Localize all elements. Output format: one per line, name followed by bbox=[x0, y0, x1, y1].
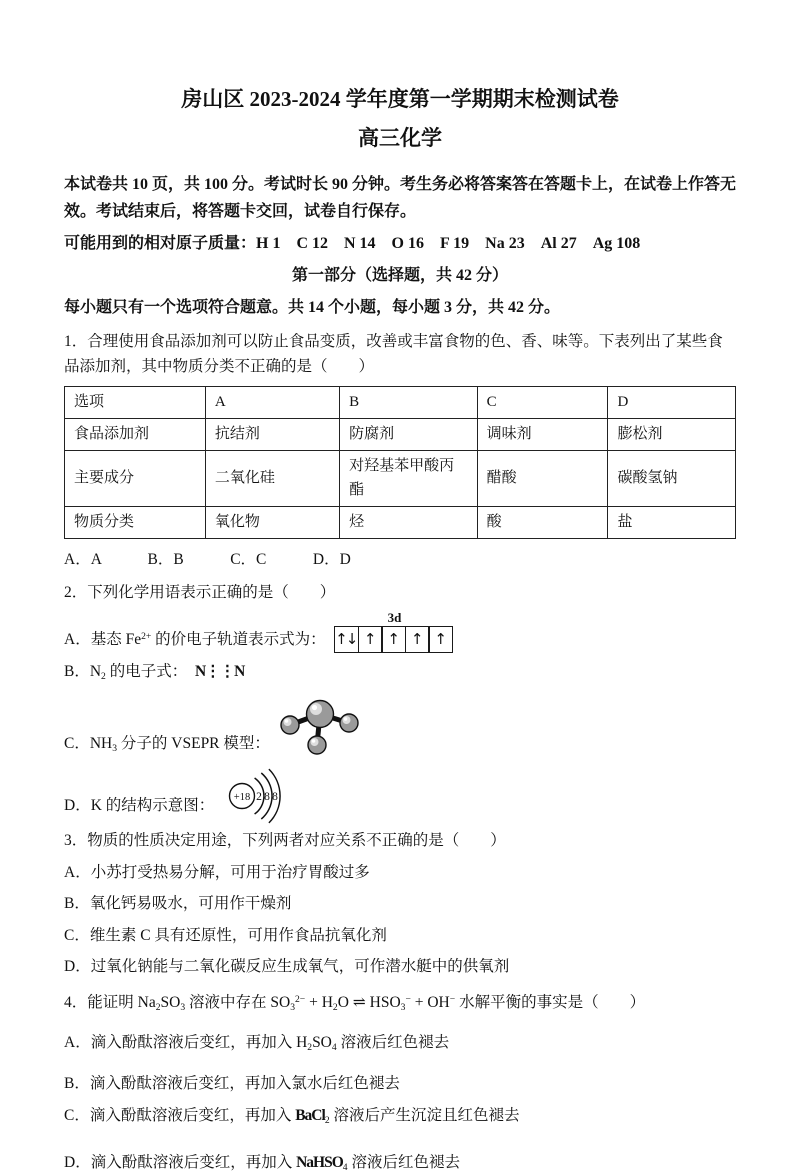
shell-electron-count: 2 bbox=[256, 791, 263, 804]
orbital-shell-label: 3d bbox=[387, 610, 402, 626]
orbital-boxes bbox=[336, 626, 454, 653]
question-3-option-d: D．过氧化钠能与二氧化碳反应生成氧气，可作潜水艇中的供氧剂 bbox=[64, 958, 510, 976]
table-row bbox=[65, 507, 736, 539]
table-cell: 酸 bbox=[477, 507, 608, 539]
question-3 bbox=[64, 828, 736, 980]
question-1-stem: 1．合理使用食品添加剂可以防止食品变质，改善或丰富食物的色、香、味等。下表列出了某些食品添加剂，其中物质分类不正确的是（ ） bbox=[64, 332, 723, 376]
table-header-row bbox=[65, 386, 736, 418]
table-header-cell: A bbox=[205, 386, 339, 418]
question-3-option-b: B．氧化钙易吸水，可用作干燥剂 bbox=[64, 895, 292, 913]
vsepr-model-image bbox=[280, 698, 360, 756]
question-2-stem: 2．下列化学用语表示正确的是（ ） bbox=[64, 583, 336, 601]
orbital-box: ↑↓ bbox=[334, 626, 359, 653]
question-1-options: A．A B．B C．C D．D bbox=[64, 551, 351, 569]
orbital-box: ↑ bbox=[428, 626, 453, 653]
table-row bbox=[65, 450, 736, 507]
page-title: 房山区 2023-2024 学年度第一学期期末检测试卷 bbox=[181, 87, 619, 111]
table-row bbox=[65, 418, 736, 450]
orbital-box: ↑ bbox=[381, 626, 406, 653]
option-d-text: D．K 的结构示意图： bbox=[64, 796, 215, 814]
additives-table bbox=[64, 386, 736, 540]
table-cell: 对羟基苯甲酸丙酯 bbox=[340, 450, 478, 507]
atomic-masses-line: 可能用到的相对原子质量：H 1 C 12 N 14 O 16 F 19 Na 23 Al 27 Ag 108 bbox=[64, 234, 641, 252]
question-3-stem: 3．物质的性质决定用途，下列两者对应关系不正确的是（ ） bbox=[64, 832, 506, 850]
question-4-option-c: C．滴入酚酞溶液后变红，再加入 BaCl$_2$ 溶液后产生沉淀且红色褪去 bbox=[64, 1106, 520, 1126]
question-2-option-c bbox=[64, 698, 736, 756]
table-cell: 膨松剂 bbox=[608, 418, 736, 450]
table-cell: 烃 bbox=[340, 507, 478, 539]
section-header: 第一部分（选择题，共 42 分） bbox=[291, 267, 508, 285]
table-cell: 二氧化硅 bbox=[205, 450, 339, 507]
table-cell: 物质分类 bbox=[65, 507, 206, 539]
orbital-box: ↑ bbox=[405, 626, 430, 653]
table-cell: 碳酸氢钠 bbox=[608, 450, 736, 507]
shell-electron-count: 8 bbox=[264, 791, 271, 804]
option-c-text: C．$NH_3$ 分子的 VSEPR 模型： bbox=[64, 734, 270, 754]
question-2-option-b: B．$N_2$ 的电子式： N⋮⋮N bbox=[64, 662, 245, 682]
table-cell: 调味剂 bbox=[477, 418, 608, 450]
table-cell: 主要成分 bbox=[65, 450, 206, 507]
page-subtitle: 高三化学 bbox=[358, 126, 442, 151]
question-4 bbox=[64, 990, 736, 1176]
orbital-box: ↑ bbox=[358, 626, 383, 653]
table-header-cell: C bbox=[477, 386, 608, 418]
table-cell: 防腐剂 bbox=[340, 418, 478, 450]
question-2 bbox=[64, 580, 736, 818]
option-a-text: A．基态 $Fe^{2+}$ 的价电子轨道表示式为： bbox=[64, 631, 326, 649]
question-3-option-c: C．维生素 C 具有还原性，可用作食品抗氧化剂 bbox=[64, 926, 387, 944]
question-3-option-a: A．小苏打受热易分解，可用于治疗胃酸过多 bbox=[64, 863, 370, 881]
section-note: 每小题只有一个选项符合题意。共 14 个小题，每小题 3 分，共 42 分。 bbox=[64, 299, 561, 317]
question-4-option-b: B．滴入酚酞溶液后变红，再加入氯水后红色褪去 bbox=[64, 1075, 400, 1093]
table-header-cell: B bbox=[340, 386, 478, 418]
table-cell: 盐 bbox=[608, 507, 736, 539]
question-4-option-a: A．滴入酚酞溶液后变红，再加入 $H_2SO_4$ 溶液后红色褪去 bbox=[64, 1033, 450, 1053]
table-cell: 氧化物 bbox=[205, 507, 339, 539]
exam-instructions: 本试卷共 10 页，共 100 分。考试时长 90 分钟。考生务必将答案答在答题卡上，在试卷上作答无效。考试结束后，将答题卡交回，试卷自行保存。 bbox=[64, 175, 737, 220]
question-1 bbox=[64, 329, 736, 573]
ion-structure-diagram bbox=[222, 766, 294, 824]
question-2-option-d bbox=[64, 766, 736, 818]
table-header-cell: D bbox=[608, 386, 736, 418]
shell-electron-count: 8 bbox=[272, 791, 279, 804]
table-header-cell: 选项 bbox=[65, 386, 206, 418]
table-cell: 醋酸 bbox=[477, 450, 608, 507]
question-4-option-d: D．滴入酚酞溶液后变红，再加入 NaHSO$_4$ 溶液后红色褪去 bbox=[64, 1154, 460, 1174]
table-cell: 抗结剂 bbox=[205, 418, 339, 450]
table-cell: 食品添加剂 bbox=[65, 418, 206, 450]
question-4-stem: 4．能证明 $Na_2SO_3$ 溶液中存在 $SO_3^{2-} + H_2O$ ⇌ $HSO_3^- + OH^-$ 水解平衡的事实是（ ） bbox=[64, 993, 646, 1013]
orbital-diagram bbox=[336, 611, 454, 652]
nucleus-label: +18 bbox=[234, 792, 251, 804]
question-2-option-a bbox=[64, 611, 736, 652]
